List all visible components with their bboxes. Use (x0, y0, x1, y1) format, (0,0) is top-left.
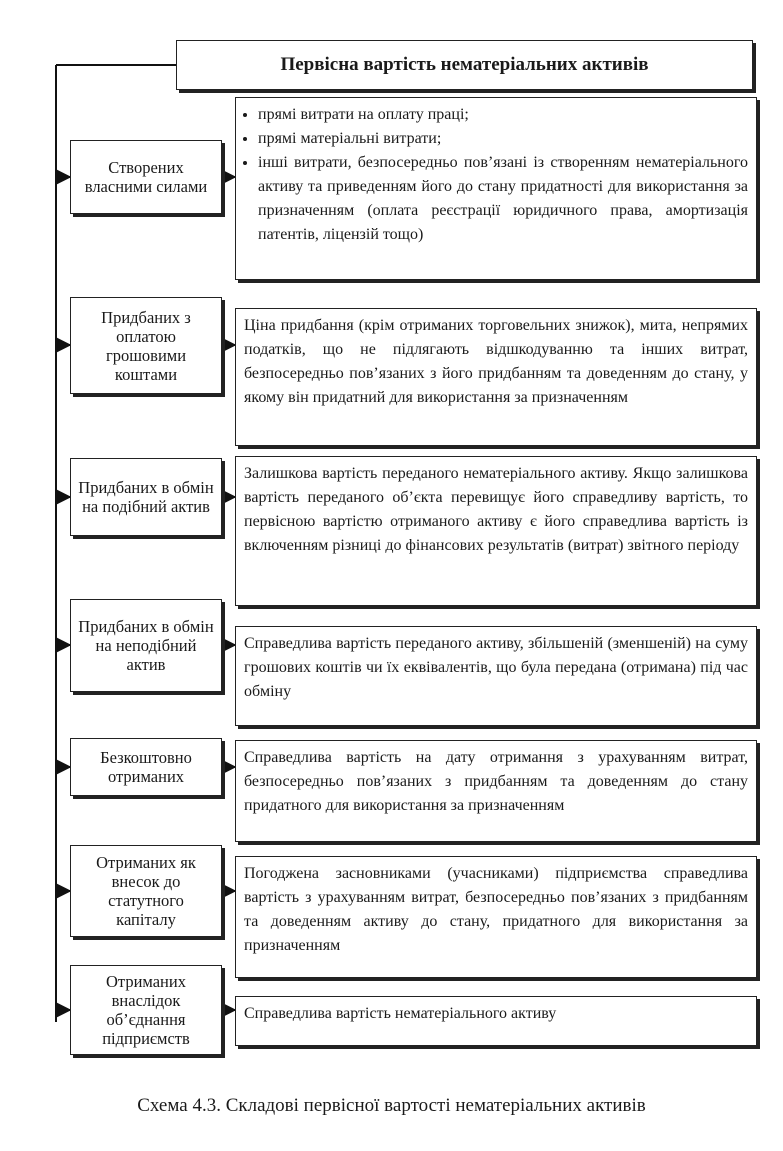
description-text: Ціна придбання (крім отриманих торговельних знижок), мита, непрямих податків, що не підлягають відшкодуванню та інших витрат, безпосередньо пов’язаних з його придбанням та доведенням до стану, у якому він придатний для використання за призначенням (244, 317, 748, 406)
category-label: Отриманих як внесок до статутного капіталу (96, 853, 196, 929)
description-text: Залишкова вартість переданого нематеріального активу. Якщо залишкова вартість переданого об’єкта перевищує його справедливу вартість, то первісною вартістю отриманого активу є його справедлива вартість із включенням різниці до фінансових результатів (витрат) звітного періоду (244, 465, 748, 554)
description-box-merger (235, 996, 757, 1046)
bullet-list (240, 103, 748, 247)
description-box-exchange-dissimilar (235, 626, 757, 726)
bullet-item: • прямі витрати на оплату праці; (258, 103, 748, 127)
description-box-created (235, 97, 757, 280)
diagram-title (176, 40, 753, 90)
diagram-title-text: Первісна вартість нематеріальних активів (280, 54, 649, 75)
description-box-free-received (235, 740, 757, 842)
category-box-purchased-cash (70, 297, 222, 394)
category-box-free-received (70, 738, 222, 796)
category-box-created (70, 140, 222, 214)
description-text: Справедлива вартість на дату отримання з урахуванням витрат, безпосередньо пов’язаних з придбанням та доведенням до стану придатного для використання за призначенням (244, 749, 748, 814)
description-box-capital-contribution (235, 856, 757, 978)
description-text: Справедлива вартість переданого активу, збільшеній (зменшеній) на суму грошових коштів чи їх еквівалентів, що була передана (отримана) під час обміну (244, 635, 748, 700)
figure-caption: Схема 4.3. Складові первісної вартості нематеріальних активів (137, 1095, 646, 1116)
bullet-item: • інші витрати, безпосередньо пов’язані із створенням нематеріального активу та приведенням його до стану придатності для використання за призначенням (оплата реєстрації юридичного права, амортизація патентів, ліцензій тощо) (258, 151, 748, 247)
description-box-exchange-similar (235, 456, 757, 606)
category-label: Створених власними силами (84, 158, 208, 196)
category-label: Придбаних з оплатою грошовими коштами (101, 307, 191, 384)
description-text: Погоджена засновниками (учасниками) підприємства справедлива вартість з урахуванням витрат, безпосередньо пов’язаних з придбанням та доведенням активу до стану, придатного для використання за призначенням (244, 865, 748, 954)
category-box-exchange-similar (70, 458, 222, 536)
category-label: Отриманих внаслідок об’єднання підприємств (102, 972, 190, 1048)
description-text: Справедлива вартість нематеріального активу (244, 1005, 557, 1022)
description-box-purchased-cash (235, 308, 757, 446)
category-label: Безкоштовно отриманих (100, 748, 192, 786)
category-box-exchange-dissimilar (70, 599, 222, 692)
category-box-capital-contribution (70, 845, 222, 937)
category-box-merger (70, 965, 222, 1055)
bullet-item: • прямі матеріальні витрати; (258, 127, 748, 151)
category-label: Придбаних в обмін на неподібний актив (78, 617, 214, 674)
category-label: Придбаних в обмін на подібний актив (78, 478, 214, 516)
